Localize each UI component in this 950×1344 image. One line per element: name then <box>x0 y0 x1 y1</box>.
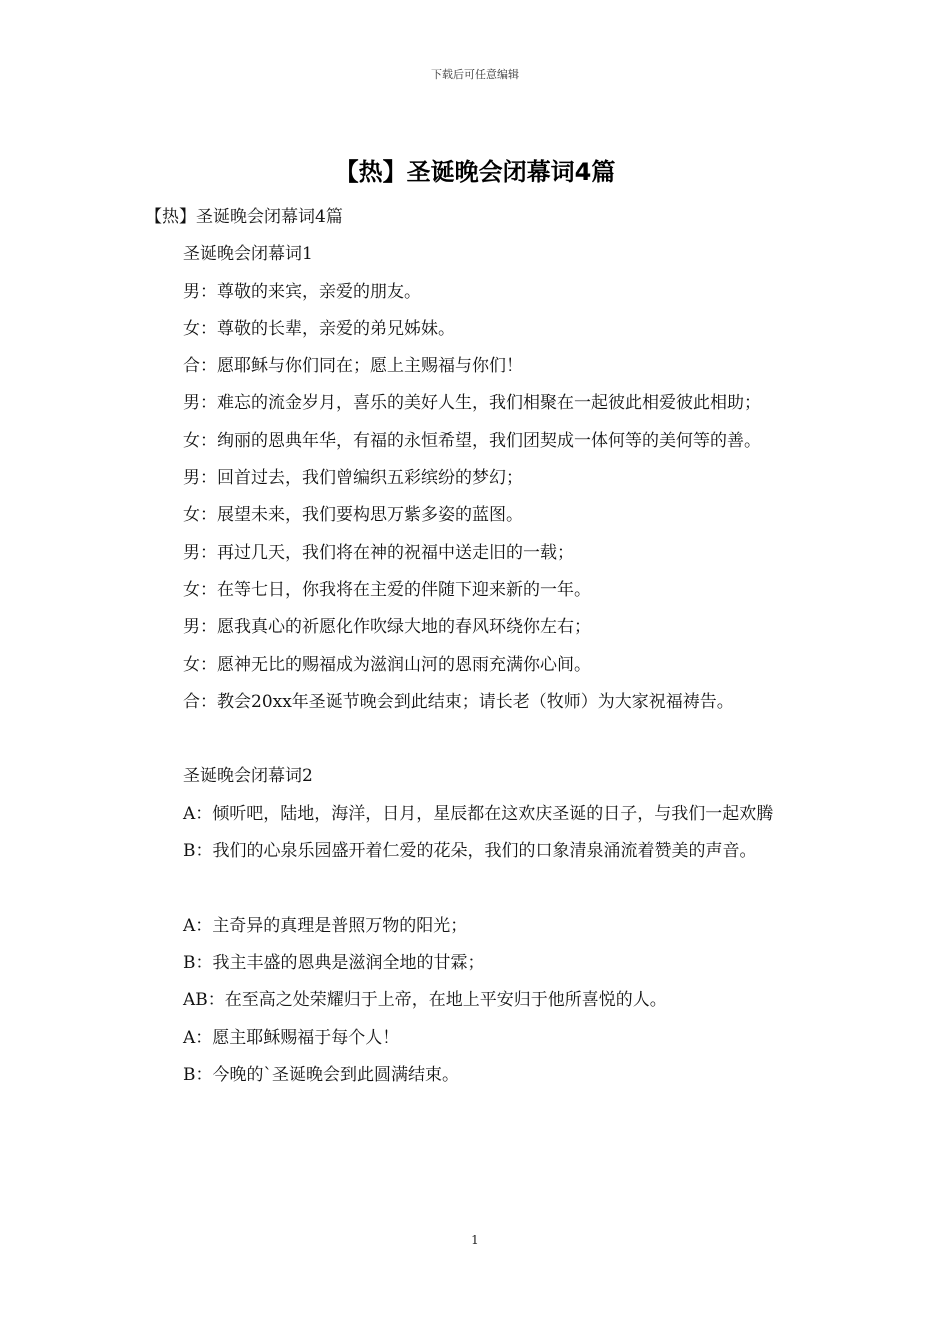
paragraph: 女：愿神无比的赐福成为滋润山河的恩雨充满你心间。 <box>183 654 591 675</box>
paragraph: 合：愿耶稣与你们同在；愿上主赐福与你们！ <box>183 356 523 377</box>
paragraph: A：主奇异的真理是普照万物的阳光； <box>183 915 468 936</box>
paragraph: A：倾听吧，陆地，海洋，日月，星辰都在这欢庆圣诞的日子，与我们一起欢腾 <box>183 803 774 824</box>
paragraph: 女：尊敬的长辈，亲爱的弟兄姊妹。 <box>183 318 455 339</box>
paragraph: 女：展望未来，我们要构思万紫多姿的蓝图。 <box>183 505 523 526</box>
paragraph: 女：绚丽的恩典年华，有福的永恒希望，我们团契成一体何等的美何等的善。 <box>183 430 761 451</box>
paragraph: 男：愿我真心的祈愿化作吹绿大地的春风环绕你左右； <box>183 617 591 638</box>
page-number: 1 <box>471 1233 479 1247</box>
paragraph: 【热】圣诞晚会闭幕词4篇 <box>145 207 343 227</box>
paragraph: 男：尊敬的来宾，亲爱的朋友。 <box>183 281 421 302</box>
paragraph: 合：教会20xx年圣诞节晚会到此结束；请长老（牧师）为大家祝福祷告。 <box>183 691 734 712</box>
blank-line <box>145 870 825 907</box>
section-heading-1: 圣诞晚会闭幕词1 <box>183 244 313 265</box>
paragraph: B：今晚的`圣诞晚会到此圆满结束。 <box>183 1064 459 1085</box>
paragraph: 男：难忘的流金岁月，喜乐的美好人生，我们相聚在一起彼此相爱彼此相助； <box>183 393 761 414</box>
paragraph: 男：再过几天，我们将在神的祝福中送走旧的一载； <box>183 542 574 563</box>
paragraph: 男：回首过去，我们曾编织五彩缤纷的梦幻； <box>183 468 523 489</box>
paragraph: AB：在至高之处荣耀归于上帝，在地上平安归于他所喜悦的人。 <box>183 990 667 1011</box>
document-title: 【热】圣诞晚会闭幕词4篇 <box>334 158 616 186</box>
paragraph: B：我们的心泉乐园盛开着仁爱的花朵，我们的口象清泉涌流着赞美的声音。 <box>183 841 757 862</box>
blank-line <box>145 721 825 758</box>
paragraph: A：愿主耶稣赐福于每个人！ <box>183 1027 400 1048</box>
paragraph: 女：在等七日，你我将在主爱的伴随下迎来新的一年。 <box>183 579 591 600</box>
section-heading-2: 圣诞晚会闭幕词2 <box>183 766 313 787</box>
document-body <box>145 199 825 1094</box>
paragraph: B：我主丰盛的恩典是滋润全地的甘霖； <box>183 952 485 973</box>
header-note: 下载后可任意编辑 <box>431 68 519 81</box>
